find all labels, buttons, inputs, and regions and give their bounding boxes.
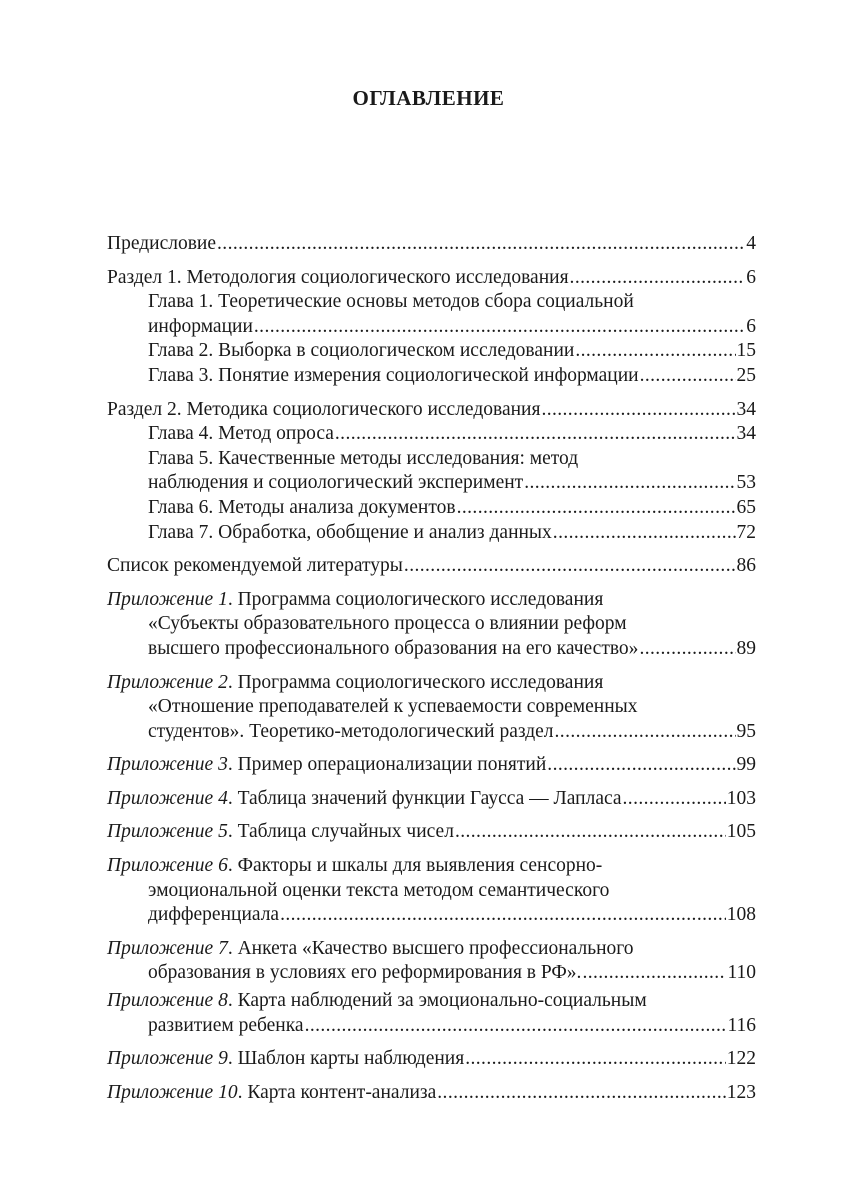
toc-entry-chapter-7 — [107, 521, 756, 546]
appendix-label: Приложение 7 — [107, 937, 228, 959]
toc-entry-text: . Пример операционализации понятий — [227, 754, 547, 776]
dot-leader — [640, 364, 736, 389]
toc-entry-text: «Отношение преподавателей к успеваемости современных — [148, 696, 638, 718]
toc-entry-chapter-1 — [107, 290, 756, 339]
toc-page-number: 25 — [736, 364, 756, 386]
appendix-label: Приложение 1 — [107, 588, 228, 610]
toc-entry-text: дифференциала — [148, 904, 280, 926]
dot-leader — [524, 471, 735, 496]
appendix-label: Приложение 2 — [107, 671, 228, 693]
toc-page-number: 95 — [736, 720, 756, 742]
toc-entry-appendix-2 — [107, 671, 756, 745]
toc-entry-text: . Программа социологического исследования — [227, 671, 604, 693]
toc-entry-appendix-5 — [107, 820, 756, 845]
toc-page-number: 53 — [736, 472, 756, 494]
toc-entry-preface — [107, 232, 756, 257]
toc-entry-appendix-8 — [107, 989, 756, 1038]
toc-entry-text: наблюдения и социологический эксперимент — [148, 472, 524, 494]
toc-entry-appendix-10 — [107, 1081, 756, 1106]
toc-page-number: 108 — [726, 904, 756, 926]
appendix-label: Приложение 8 — [107, 990, 228, 1012]
dot-leader — [623, 787, 726, 812]
appendix-label: Приложение 4 — [107, 787, 228, 809]
toc-page-number: 110 — [727, 962, 756, 984]
toc-page-number: 72 — [736, 521, 756, 543]
toc-page-number: 15 — [736, 340, 756, 362]
toc-entry-text: . Программа социологического исследования — [227, 588, 604, 610]
toc-entry-text: . Карта контент-анализа — [237, 1081, 437, 1103]
toc-page-number: 99 — [736, 754, 756, 776]
toc-entry-text: . Карта наблюдений за эмоционально-социальным — [227, 990, 647, 1012]
dot-leader — [335, 422, 736, 447]
toc-entry-text: Глава 7. Обработка, обобщение и анализ данных — [148, 521, 552, 543]
toc-entry-section-1 — [107, 266, 756, 291]
dot-leader — [553, 521, 736, 546]
dot-leader — [280, 903, 726, 928]
toc-entry-text: Предисловие — [107, 233, 217, 254]
toc-page-number: 6 — [746, 315, 756, 337]
toc-page-number: 86 — [736, 555, 756, 577]
appendix-label: Приложение 3 — [107, 754, 228, 776]
toc-entry-text: . Факторы и шкалы для выявления сенсорно- — [227, 855, 603, 877]
toc-entry-chapter-5 — [107, 447, 756, 496]
toc-entry-text: Раздел 2. Методика социологического исследования — [107, 398, 541, 420]
dot-leader — [582, 961, 726, 986]
dot-leader — [639, 637, 735, 662]
toc-page-number: 123 — [726, 1081, 756, 1103]
toc-entry-chapter-4 — [107, 422, 756, 447]
dot-leader — [547, 753, 735, 778]
toc-entry-text: образования в условиях его реформирования в РФ». — [148, 962, 582, 984]
dot-leader — [455, 820, 726, 845]
toc-entry-text: . Анкета «Качество высшего профессионального — [227, 937, 634, 959]
toc-entry-text: эмоциональной оценки текста методом семантического — [148, 879, 610, 901]
toc-page-number: 122 — [726, 1048, 756, 1070]
toc-entry-text: Глава 5. Качественные методы исследования: метод — [148, 447, 579, 469]
toc-entry-appendix-7 — [107, 937, 756, 986]
toc-entry-literature — [107, 554, 756, 579]
toc-entry-appendix-1 — [107, 588, 756, 662]
toc-entry-chapter-6 — [107, 496, 756, 521]
dot-leader — [217, 232, 745, 257]
toc-page-number: 34 — [736, 423, 756, 445]
toc-page-number: 89 — [736, 637, 756, 659]
toc-entry-text: высшего профессионального образования на его качество» — [148, 637, 639, 659]
toc-entry-text: Глава 4. Метод опроса — [148, 423, 334, 445]
appendix-label: Приложение 9 — [107, 1048, 228, 1070]
toc-entry-appendix-6 — [107, 854, 756, 928]
dot-leader — [555, 720, 736, 745]
toc-entry-chapter-2 — [107, 339, 756, 364]
dot-leader — [575, 339, 735, 364]
toc-page-number: 105 — [726, 821, 756, 843]
dot-leader — [437, 1081, 725, 1106]
toc-page-number: 103 — [726, 787, 756, 809]
toc-page-number: 6 — [746, 266, 756, 288]
dot-leader — [404, 554, 736, 579]
toc-page-number: 65 — [736, 496, 756, 518]
toc-entry-appendix-3 — [107, 753, 756, 778]
dot-leader — [457, 496, 736, 521]
dot-leader — [465, 1047, 726, 1072]
table-of-contents — [107, 232, 756, 1105]
toc-entry-text: . Таблица случайных чисел — [227, 821, 454, 843]
toc-entry-chapter-3 — [107, 364, 756, 389]
toc-page-number: 34 — [736, 398, 756, 420]
toc-entry-text: . Шаблон карты наблюдения — [227, 1048, 465, 1070]
appendix-label: Приложение 5 — [107, 821, 228, 843]
appendix-label: Приложение 6 — [107, 855, 228, 877]
dot-leader — [570, 266, 746, 291]
toc-entry-text: информации — [148, 315, 253, 337]
toc-entry-text: студентов». Теоретико-методологический раздел — [148, 720, 554, 742]
toc-entry-text: Список рекомендуемой литературы — [107, 555, 403, 577]
toc-entry-text: . Таблица значений функции Гаусса — Лапласа — [227, 787, 622, 809]
toc-entry-text: Глава 3. Понятие измерения социологической информации — [148, 364, 639, 386]
dot-leader — [254, 315, 745, 340]
toc-entry-text: Глава 2. Выборка в социологическом исследовании — [148, 340, 575, 362]
toc-entry-text: Глава 6. Методы анализа документов — [148, 496, 456, 518]
toc-entry-text: развитием ребенка — [148, 1014, 304, 1036]
toc-entry-section-2 — [107, 398, 756, 423]
page-title: ОГЛАВЛЕНИЕ — [352, 86, 505, 110]
toc-entry-appendix-9 — [107, 1047, 756, 1072]
toc-entry-appendix-4 — [107, 787, 756, 812]
dot-leader — [541, 398, 735, 423]
toc-entry-text: «Субъекты образовательного процесса о влиянии реформ — [148, 613, 627, 635]
toc-entry-text: Раздел 1. Методология социологического исследования — [107, 266, 569, 288]
appendix-label: Приложение 10 — [107, 1081, 238, 1103]
dot-leader — [305, 1014, 727, 1039]
toc-page-number: 116 — [727, 1014, 756, 1036]
toc-entry-text: Глава 1. Теоретические основы методов сбора социальной — [148, 291, 634, 313]
toc-page-number: 4 — [746, 233, 756, 254]
